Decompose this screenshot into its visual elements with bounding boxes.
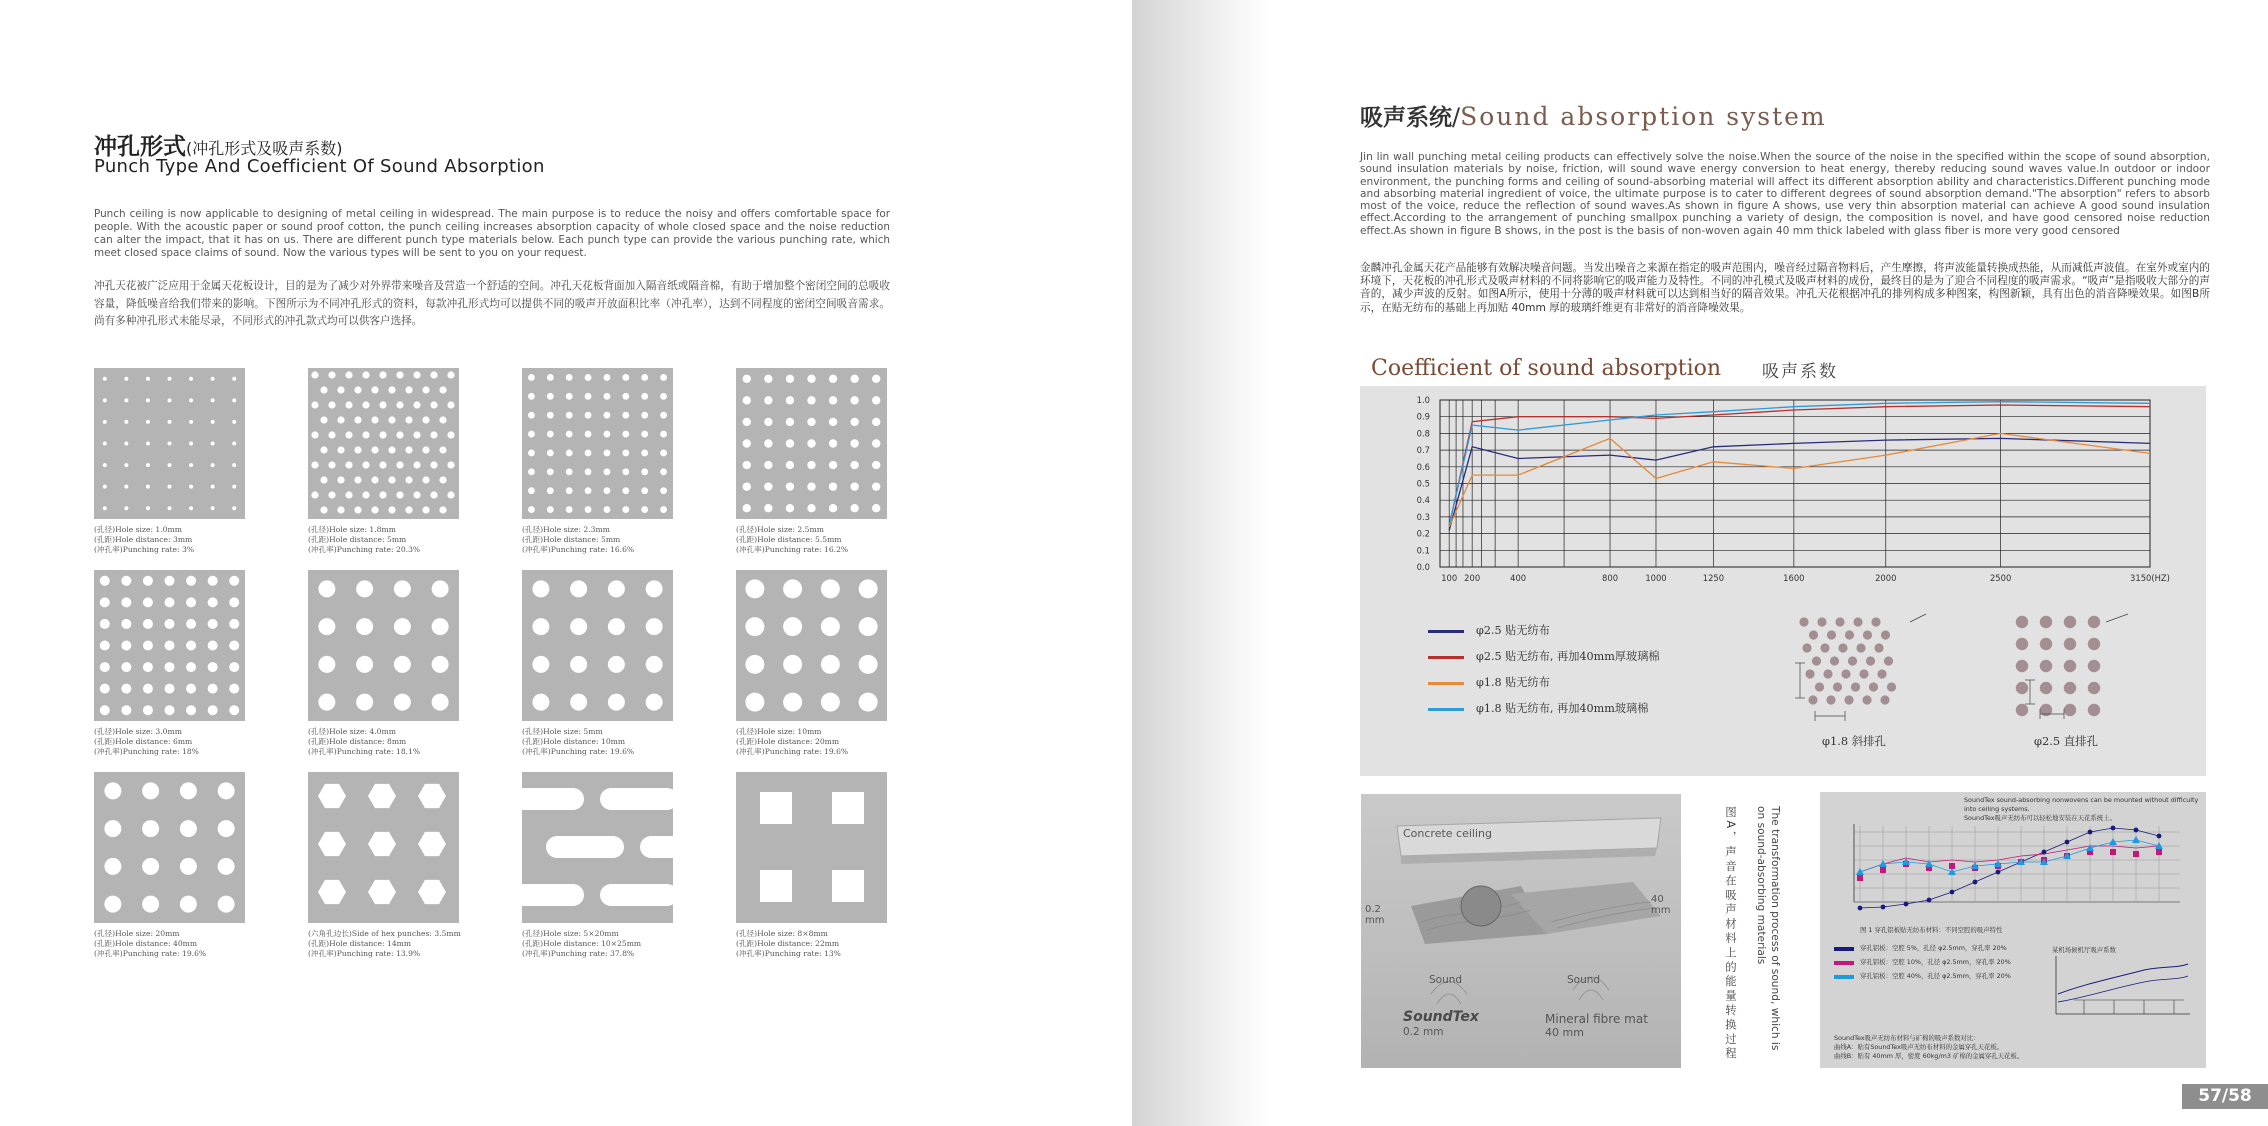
caption-line: (冲孔率)Punching rate: 19.6% — [736, 747, 849, 756]
caption-line: (冲孔率)Punching rate: 37.8% — [522, 949, 635, 958]
y-tick-label: 0.1 — [1416, 545, 1430, 556]
hole-dot — [1880, 695, 1889, 704]
legend-swatch — [1428, 708, 1464, 711]
figure-a-sound-left: Sound — [1429, 974, 1463, 986]
punch-swatch-caption-10 — [308, 929, 508, 959]
y-tick-label: 0.9 — [1416, 411, 1430, 422]
hole-dot — [1871, 617, 1880, 626]
y-tick-label: 0.8 — [1416, 428, 1430, 439]
figure-b-caption: 图 1 穿孔铝板贴无纺布材料：不同空腔的吸声特性 — [1860, 926, 2003, 934]
x-tick-label: 400 — [1510, 573, 1527, 583]
legend-item-3 — [1428, 674, 1748, 692]
punch-swatch-10 — [308, 772, 459, 923]
hole-dot — [1802, 643, 1811, 652]
hole-dot — [1869, 682, 1878, 691]
punch-swatch-caption-8 — [736, 727, 936, 757]
punch-swatch-caption-5 — [94, 727, 294, 757]
caption-line: (冲孔率)Punching rate: 18.1% — [308, 747, 421, 756]
page-number: 57/58 — [2182, 1084, 2268, 1109]
hole-dot — [2088, 638, 2100, 650]
caption-line: (孔距)Hole distance: 10mm — [522, 737, 626, 746]
caption-line: (孔径)Hole size: 1.8mm — [308, 525, 396, 534]
figure-b-soundtex-comparison — [1820, 792, 2206, 1068]
x-tick-label: 1600 — [1783, 573, 1805, 583]
hole-dot — [2016, 682, 2028, 694]
legend-swatch — [1428, 682, 1464, 685]
hole-dot — [1826, 695, 1835, 704]
figure-b-note-line: 曲线A：贴有SoundTex吸声无纺布材料的金属穿孔天花板。 — [1834, 1043, 2004, 1051]
hole-dot — [1845, 630, 1854, 639]
hole-dot — [1833, 682, 1842, 691]
caption-line: (孔距)Hole distance: 40mm — [94, 939, 198, 948]
punch-swatch-caption-11 — [522, 929, 722, 959]
caption-line: (孔径)Hole size: 10mm — [736, 727, 822, 736]
punch-swatch-caption-3 — [522, 525, 722, 555]
figure-a-fibre-thickness: 40 mm — [1545, 1026, 1584, 1039]
hole-dot — [2040, 638, 2052, 650]
right-page-title — [1360, 99, 1827, 132]
figure-a-sound-right: Sound — [1567, 974, 1601, 986]
hole-dot — [2040, 682, 2052, 694]
caption-line: (孔径)Hole size: 3.0mm — [94, 727, 182, 736]
punch-swatch-caption-6 — [308, 727, 508, 757]
pattern-label-slanted: φ1.8 斜排孔 — [1822, 734, 1886, 748]
left-page-title-en: Punch Type And Coefficient Of Sound Absorption — [94, 156, 545, 177]
caption-line: (孔距)Hole distance: 14mm — [308, 939, 412, 948]
punch-pattern-round — [94, 772, 245, 923]
caption-line: (冲孔率)Punching rate: 19.6% — [94, 949, 207, 958]
caption-line: (孔距)Hole distance: 8mm — [308, 737, 407, 746]
punch-swatch-3 — [522, 368, 673, 519]
punch-swatch-caption-4 — [736, 525, 936, 555]
hole-dot — [1815, 682, 1824, 691]
legend-swatch — [1428, 630, 1464, 633]
punch-swatch-11 — [522, 772, 673, 923]
figure-a-brand-thickness: 0.2 mm — [1403, 1026, 1444, 1038]
legend-item-1 — [1428, 622, 1748, 640]
punch-pattern-round — [736, 368, 887, 519]
hole-dot — [1848, 656, 1857, 665]
caption-line: (冲孔率)Punching rate: 16.2% — [736, 545, 849, 554]
caption-line: (冲孔率)Punching rate: 13.9% — [308, 949, 421, 958]
y-tick-label: 0.5 — [1416, 478, 1430, 489]
title-cn: 吸声系统 — [1360, 105, 1452, 131]
chart-panel — [1360, 386, 2206, 776]
hole-dot — [1887, 682, 1896, 691]
hole-dot — [1851, 682, 1860, 691]
caption-line: (冲孔率)Punching rate: 18% — [94, 747, 199, 756]
punch-pattern-round — [308, 368, 459, 519]
punch-pattern-hex — [308, 772, 459, 923]
left-page-intro-cn: 冲孔天花被广泛应用于金属天花板设计，目的是为了减少对外界带来噪音及营造一个舒适的空间。冲孔天花板背面加入隔音纸或隔音棉，有助于增加整个密闭空间的总吸收容量，降低噪音给我们带来的影响。下图所示为不同冲孔形式的资料，每款冲孔形式均可以提供不同的吸声开放面积比率（冲孔率），达到不同程度的密闭空间吸音需求。尚有多种冲孔形式未能尽录，不同形式的冲孔款式均可以供客户选择。 — [94, 280, 890, 327]
chart-title: Coefficient of sound absorption — [1371, 356, 1722, 381]
figure-b-legend-label: 穿孔铝板：空腔 5%，孔径 φ2.5mm，穿孔率 20% — [1860, 944, 2007, 952]
straight-hole-pattern-icon — [2000, 608, 2150, 728]
hole-dot — [2064, 704, 2076, 716]
punch-pattern-round — [522, 368, 673, 519]
caption-line: (冲孔率)Punching rate: 20.3% — [308, 545, 421, 554]
hole-dot — [2016, 638, 2028, 650]
hole-dot — [1841, 669, 1850, 678]
hole-dot — [1805, 669, 1814, 678]
hole-dot — [1830, 656, 1839, 665]
right-page-intro-cn: 金麟冲孔金属天花产品能够有效解决噪音问题。当发出噪音之来源在指定的吸声范围内，噪音经过隔音物料后，产生摩擦，将声波能量转换成热能，从而减低声波值。在室外或室内的环境下，天花板的冲孔形式及吸声材料的不同将影响它的吸声能力及特性。不同的冲孔模式及吸声材料的成份，最终目的是为了迎合不同程度的吸声需求。“吸声”是指吸收大部分的声音的，减少声波的反射。如图A所示，使用十分薄的吸声材料就可以达到相当好的隔音效果。冲孔天花根据冲孔的排列构成多种图案，构图新颖，具有出色的消音降噪效果。如图B所示，在贴无纺布的基础上再加贴 40mm 厚的玻璃纤维更有非常好的消音降噪效果。 — [1360, 262, 2210, 314]
figure-b-inset-chart — [2044, 954, 2194, 1024]
punch-pattern-square — [736, 772, 887, 923]
hole-dot — [1877, 669, 1886, 678]
caption-line: (孔距)Hole distance: 5mm — [308, 535, 407, 544]
punch-swatch-1 — [94, 368, 245, 519]
figure-b-legend-item — [1834, 944, 2044, 956]
x-tick-label: 200 — [1464, 573, 1481, 583]
y-tick-label: 0.0 — [1416, 562, 1430, 572]
title-cn-sub: (冲孔形式及吸声系数) — [186, 139, 343, 158]
caption-line: (冲孔率)Punching rate: 16.6% — [522, 545, 635, 554]
punch-swatch-caption-7 — [522, 727, 722, 757]
hole-dot — [1884, 656, 1893, 665]
vertical-caption-cn: 图A，声音在吸声材料上的能量转换过程 — [1724, 806, 1738, 1062]
figure-a-label-concrete: Concrete ceiling — [1403, 827, 1492, 840]
figure-b-note-line: 曲线B：贴有 40mm 厚，密度 60kg/m3 矿棉的金属穿孔天花板。 — [1834, 1052, 2024, 1060]
figure-b-legend-label: 穿孔铝板：空腔 40%，孔径 φ2.5mm，穿孔率 20% — [1860, 972, 2011, 980]
legend-label: φ2.5 贴无纺布, 再加40mm厚玻璃棉 — [1476, 650, 1660, 663]
chart-title-cn: 吸声系数 — [1762, 362, 1838, 382]
caption-line: (孔径)Hole size: 2.5mm — [736, 525, 824, 534]
hole-dot — [1799, 617, 1808, 626]
punch-swatch-caption-2 — [308, 525, 508, 555]
x-tick-label: 1000 — [1645, 573, 1667, 583]
right-page-intro-en: Jin lin wall punching metal ceiling products can effectively solve the noise.When the source of the noise in the specified within the scope of sound absorption, sound insulation materials by noise, friction, will sound wave energy conversion to heat energy, thereby reducing sound waves value.In outdoor or indoor environment, the punching forms and ceiling of sound-absorbing material will affect its different absorption ability and characteristics.Different punching mode and absorbing material ingredient of voice, the ultimate purpose is to cater to different degrees of sound absorption demand."The absorption" refers to absorb most of the voice, reduce the reflection of sound waves.As shown in figure A shows, use very thin absorption material can achieve A good sound insulation effect.According to the arrangement of punching smallpox punching a variety of design, the composition is novel, and have good censored noise reduction effect.As shown in figure B shows, in the post is the basis of non-woven again 40 mm thick labeled with glass fiber is more very good censored — [1360, 151, 2210, 237]
punch-swatch-6 — [308, 570, 459, 721]
caption-line: (孔距)Hole distance: 3mm — [94, 535, 193, 544]
figure-b-note-cn: SoundTex吸声无纺布可以轻松地安装在天花系统上。 — [1964, 814, 2116, 822]
figure-b-legend-label: 穿孔铝板：空腔 10%，孔径 φ2.5mm，穿孔率 20% — [1860, 958, 2011, 966]
caption-line: (孔距)Hole distance: 22mm — [736, 939, 840, 948]
hole-dot — [2064, 638, 2076, 650]
punch-pattern-round — [736, 570, 887, 721]
punch-swatch-8 — [736, 570, 887, 721]
caption-line: (冲孔率)Punching rate: 19.6% — [522, 747, 635, 756]
punch-swatch-caption-1 — [94, 525, 294, 555]
x-tick-label: 100 — [1441, 573, 1458, 583]
figure-a-brand: SoundTex — [1403, 1009, 1479, 1025]
hole-dot — [2064, 660, 2076, 672]
legend-label: φ1.8 贴无纺布, 再加40mm玻璃棉 — [1476, 702, 1649, 715]
hole-dot — [2088, 660, 2100, 672]
y-tick-label: 0.2 — [1416, 528, 1430, 539]
hole-dot — [1835, 617, 1844, 626]
hole-dot — [2064, 682, 2076, 694]
legend-item-4 — [1428, 700, 1748, 718]
hole-dot — [2088, 704, 2100, 716]
slanted-hole-pattern-icon — [1790, 608, 1940, 728]
legend-item-2 — [1428, 648, 1748, 666]
punch-pattern-round — [522, 570, 673, 721]
figure-a-fibre-label: Mineral fibre mat — [1545, 1012, 1648, 1026]
punch-swatch-7 — [522, 570, 673, 721]
punch-pattern-round — [94, 570, 245, 721]
caption-line: (孔距)Hole distance: 20mm — [736, 737, 840, 746]
figure-b-legend-swatch — [1834, 947, 1854, 951]
title-separator: / — [1452, 103, 1461, 131]
figure-a-sound-conversion — [1361, 794, 1681, 1068]
hole-dot — [1817, 617, 1826, 626]
x-tick-label: 2500 — [1989, 573, 2012, 583]
caption-line: (孔径)Hole size: 5mm — [522, 727, 603, 736]
title-en: Sound absorption system — [1460, 102, 1827, 131]
punch-swatch-caption-12 — [736, 929, 936, 959]
hole-dot — [2016, 660, 2028, 672]
x-tick-label: 800 — [1602, 573, 1619, 583]
caption-line: (六角孔边长)Side of hex punches: 3.5mm — [308, 929, 461, 938]
figure-a-label-thickness-right: 40 mm — [1651, 894, 1671, 916]
y-tick-label: 0.4 — [1416, 495, 1430, 506]
caption-line: (孔径)Hole size: 2.3mm — [522, 525, 610, 534]
caption-line: (孔距)Hole distance: 10×25mm — [522, 939, 642, 948]
hole-dot — [1838, 643, 1847, 652]
hole-dot — [1809, 630, 1818, 639]
hole-dot — [1823, 669, 1832, 678]
caption-line: (冲孔率)Punching rate: 13% — [736, 949, 841, 958]
hole-dot — [1827, 630, 1836, 639]
hole-dot — [1853, 617, 1862, 626]
caption-line: (孔距)Hole distance: 5mm — [522, 535, 621, 544]
vertical-caption-en: The transformation process of sound, which is on sound-absorbing materials — [1755, 806, 1781, 1051]
page-gutter-shadow — [1132, 0, 1272, 1126]
figure-a-vertical-caption — [1724, 806, 1784, 1066]
punch-swatch-4 — [736, 368, 887, 519]
hole-dot — [1844, 695, 1853, 704]
hole-dot — [1856, 643, 1865, 652]
legend-swatch — [1428, 656, 1464, 659]
hole-dot — [2016, 704, 2028, 716]
hole-dot — [2016, 616, 2028, 628]
hole-dot — [1874, 643, 1883, 652]
hole-dot — [2088, 616, 2100, 628]
left-page-intro-en: Punch ceiling is now applicable to designing of metal ceiling in widespread. The main purpose is to reduce the noisy and offers comfortable space for people. With the acoustic paper or sound proof cotton, the punch ceiling increases absorption capacity of whole closed space and the noise reduction can alter the impact, that it has on us. There are different punch type materials below. Each punch type can provide the various punching rate, which meet closed space claims of sound. Now the various types will be sent to you on your request. — [94, 208, 890, 259]
figure-b-inset-title: 某机场候机厅吸声系数 — [2052, 946, 2116, 954]
hole-dot — [1812, 656, 1821, 665]
x-tick-label: 3150(HZ) — [2130, 573, 2170, 583]
figure-b-legend-item — [1834, 972, 2044, 984]
hole-dot — [1808, 695, 1817, 704]
punch-pattern-slot — [522, 772, 673, 923]
punch-pattern-round — [308, 570, 459, 721]
hole-dot — [2088, 682, 2100, 694]
punch-swatch-2 — [308, 368, 459, 519]
punch-swatch-12 — [736, 772, 887, 923]
figure-b-legend-swatch — [1834, 975, 1854, 979]
caption-line: (孔径)Hole size: 4.0mm — [308, 727, 396, 736]
hole-dot — [2064, 616, 2076, 628]
x-tick-label: 1250 — [1702, 573, 1725, 583]
caption-line: (冲孔率)Punching rate: 3% — [94, 545, 195, 554]
legend-label: φ2.5 贴无纺布 — [1476, 624, 1550, 637]
hole-dot — [2040, 616, 2052, 628]
caption-line: (孔径)Hole size: 8×8mm — [736, 929, 828, 938]
y-tick-label: 0.3 — [1416, 511, 1430, 522]
caption-line: (孔径)Hole size: 1.0mm — [94, 525, 182, 534]
x-tick-label: 2000 — [1875, 573, 1897, 583]
caption-line: (孔径)Hole size: 20mm — [94, 929, 180, 938]
figure-b-legend-swatch — [1834, 961, 1854, 965]
hole-dot — [1863, 630, 1872, 639]
figure-b-note-line: SoundTex吸声无纺布材料与矿棉的吸声系数对比： — [1834, 1034, 1980, 1042]
figure-a-label-thickness-left: 0.2 mm — [1365, 904, 1385, 926]
hole-dot — [1820, 643, 1829, 652]
y-tick-label: 1.0 — [1416, 395, 1430, 405]
caption-line: (孔距)Hole distance: 6mm — [94, 737, 193, 746]
hole-dot — [1881, 630, 1890, 639]
hole-dot — [1859, 669, 1868, 678]
punch-swatch-5 — [94, 570, 245, 721]
hole-dot — [2040, 660, 2052, 672]
punch-swatch-caption-9 — [94, 929, 294, 959]
figure-b-note: SoundTex sound-absorbing nonwovens can be mounted without difficulty into ceiling systems. — [1964, 796, 2199, 813]
punch-swatch-9 — [94, 772, 245, 923]
legend-label: φ1.8 贴无纺布 — [1476, 676, 1550, 689]
hole-dot — [1862, 695, 1871, 704]
y-tick-label: 0.7 — [1416, 445, 1430, 456]
hole-dot — [1866, 656, 1875, 665]
title-cn-main: 冲孔形式 — [94, 134, 186, 160]
pattern-label-straight: φ2.5 直排孔 — [2034, 734, 2098, 748]
y-tick-label: 0.6 — [1416, 461, 1430, 472]
figure-b-mini-chart — [1834, 822, 2194, 922]
punch-pattern-round — [94, 368, 245, 519]
caption-line: (孔距)Hole distance: 5.5mm — [736, 535, 842, 544]
figure-b-legend-item — [1834, 958, 2044, 970]
caption-line: (孔径)Hole size: 5×20mm — [522, 929, 619, 938]
